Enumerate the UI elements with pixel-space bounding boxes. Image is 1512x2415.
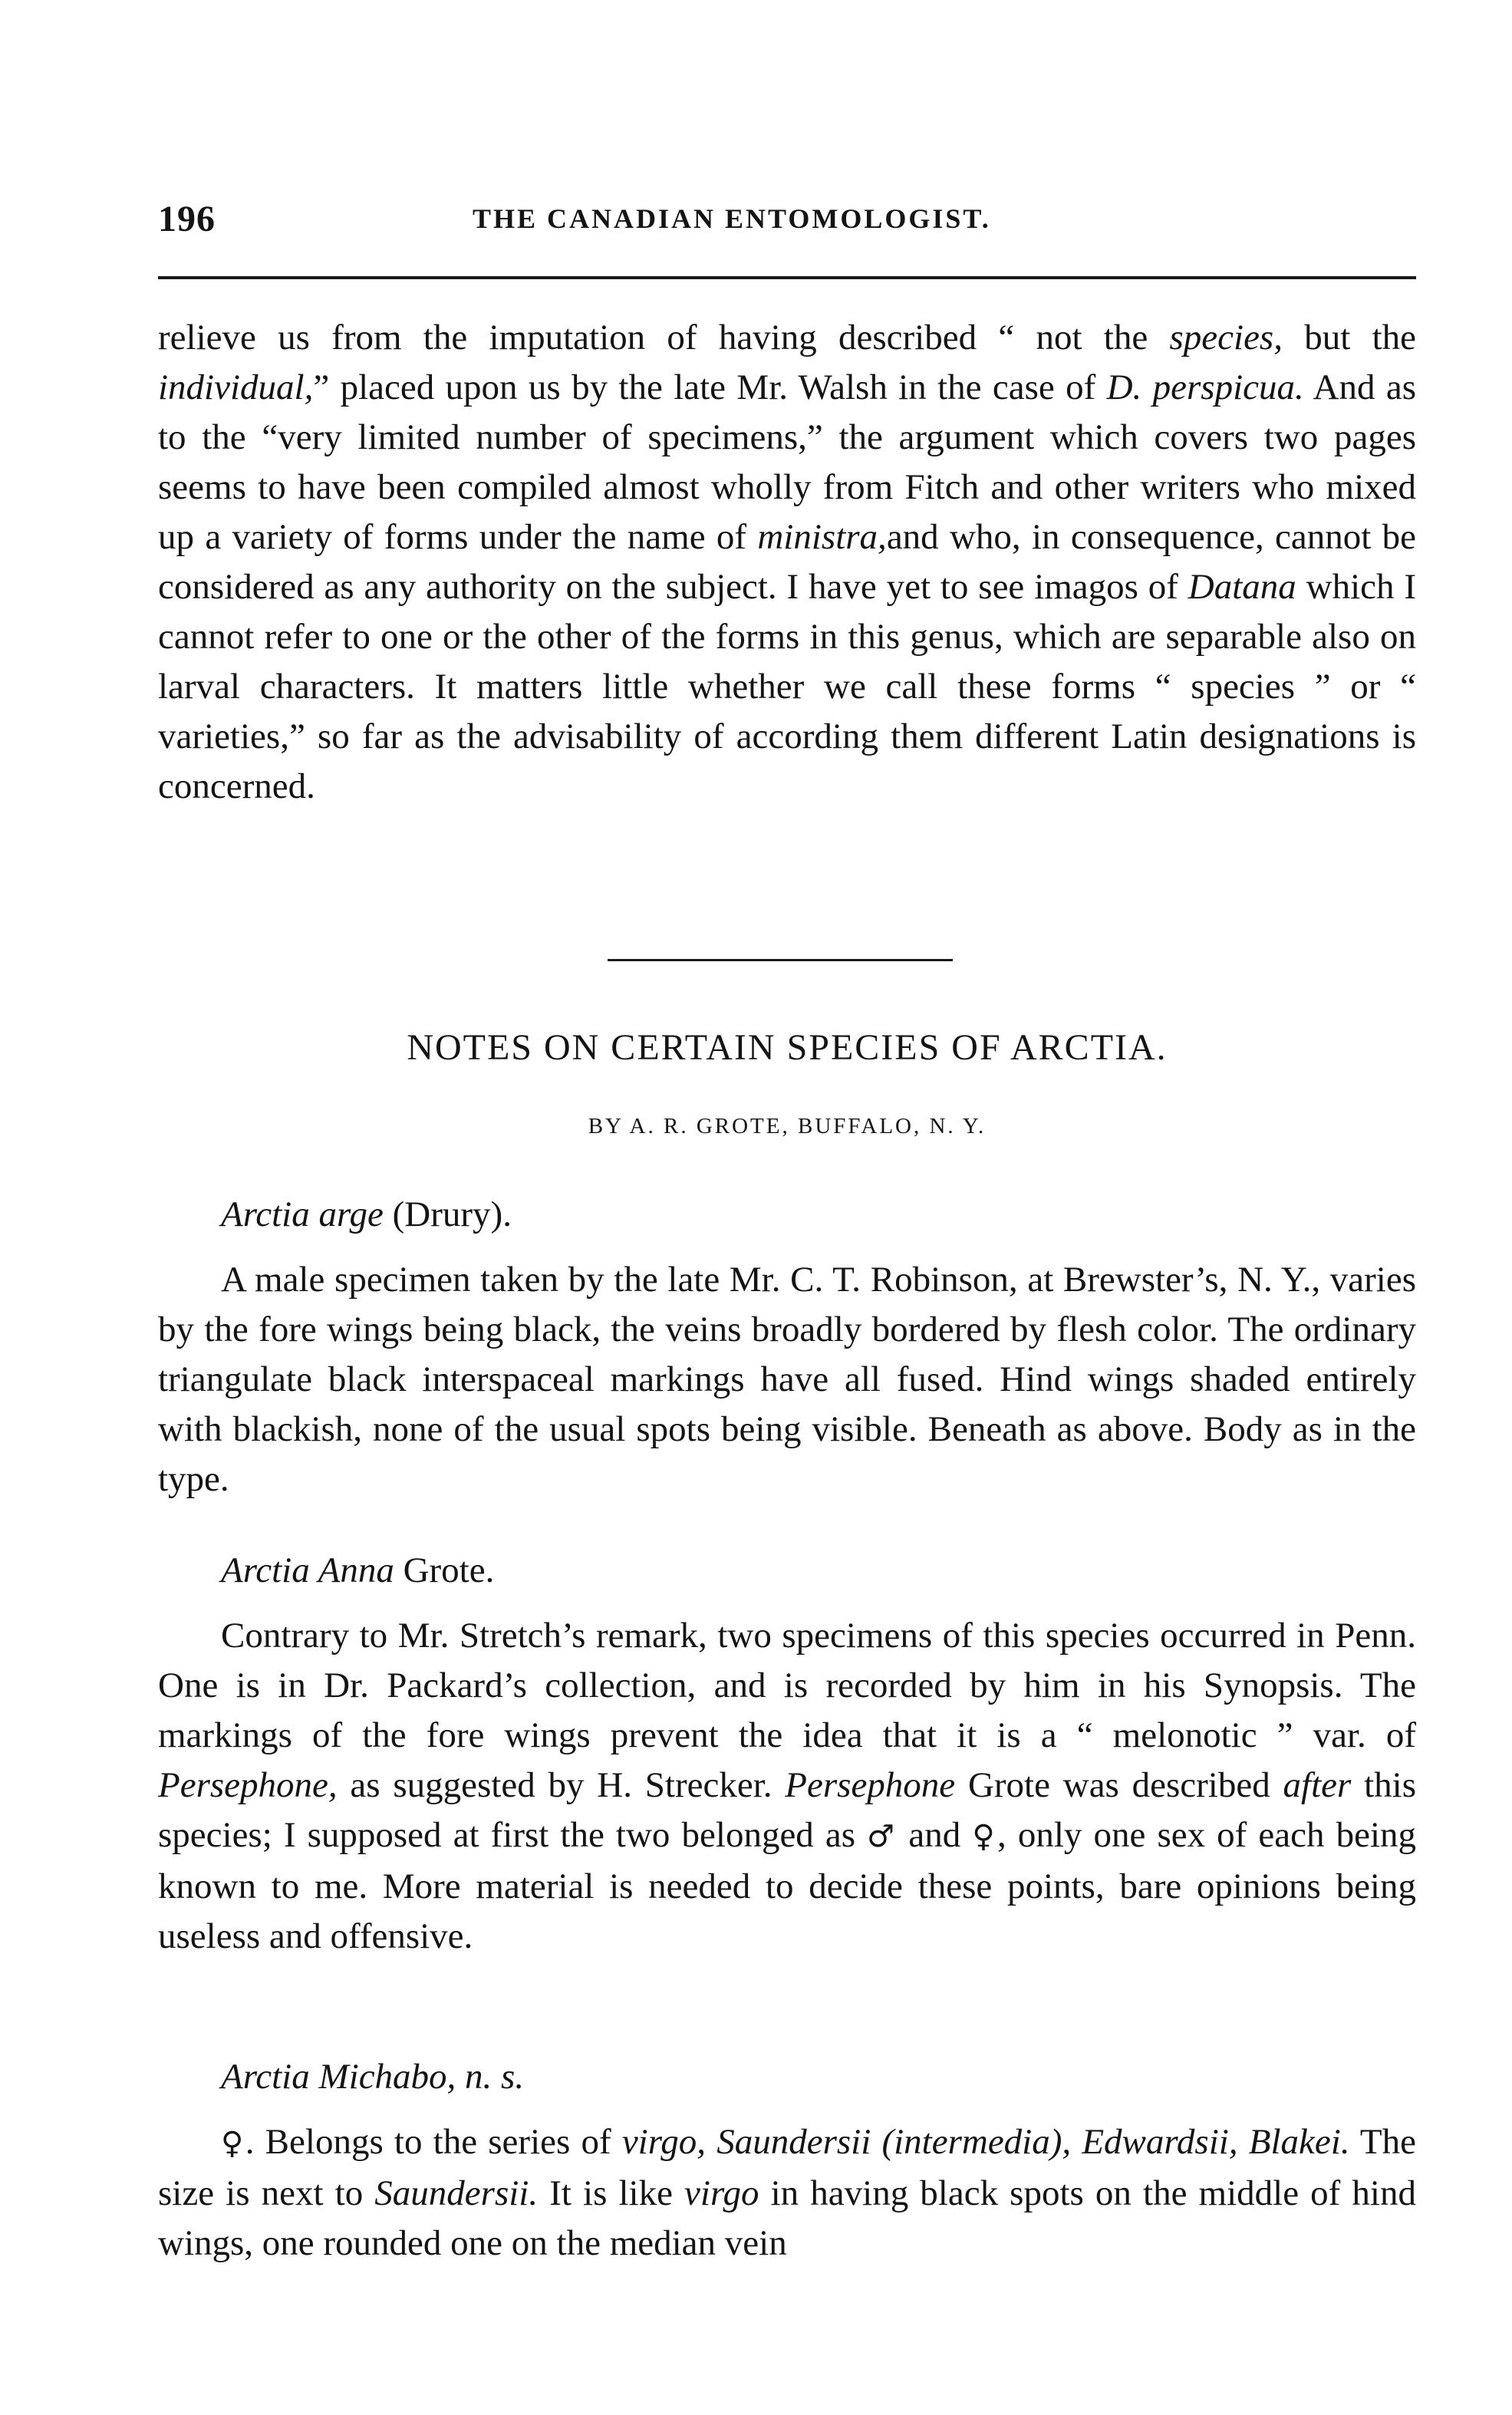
header-rule <box>158 276 1416 279</box>
text-run: as suggested by H. Strecker. <box>337 1765 786 1805</box>
paragraph-michabo <box>158 2117 1416 2268</box>
italic-run: virgo <box>684 2173 759 2213</box>
italic-run: individual, <box>158 367 314 407</box>
species-heading-arge <box>221 1194 512 1235</box>
female-symbol-icon: ♀ <box>221 2126 245 2161</box>
running-title: THE CANADIAN ENTOMOLOGIST. <box>473 203 991 234</box>
male-symbol-icon: ♂ <box>867 1819 898 1854</box>
italic-run: species, <box>1169 318 1283 357</box>
species-heading-anna <box>221 1550 494 1591</box>
paragraph-anna <box>158 1611 1416 1962</box>
text-run: and <box>897 1815 973 1855</box>
text-run: in having black spots on the middle of hind wings, one rounded one on the median vein <box>158 2173 1416 2263</box>
species-name: Arctia Michabo, n. s. <box>221 2057 525 2097</box>
italic-run: Persephone <box>785 1765 956 1805</box>
species-name: Arctia Anna <box>221 1550 394 1590</box>
page-number: 196 <box>158 199 216 239</box>
text-run: The size is next to <box>158 2122 1416 2213</box>
continuation-paragraph <box>158 313 1416 812</box>
italic-run: Persephone, <box>158 1765 338 1805</box>
species-name: Arctia arge <box>221 1194 384 1234</box>
text-run: , only one sex of each being known to me. More material is needed to decide these points, bare opinions being useless and offensive. <box>158 1815 1417 1956</box>
text-run: . Belongs to the series of <box>245 2122 622 2162</box>
italic-run: D. perspicua. <box>1106 367 1304 407</box>
italic-run: after <box>1283 1765 1352 1805</box>
italic-run: ministra, <box>757 517 887 557</box>
text-run: And as to the “very limited number of specimens,” the argument which covers two pages seems to have been compiled almost wholly from Fitch and other writers who mixed up a variety of forms under the name of <box>158 367 1416 557</box>
species-authority: Grote. <box>394 1550 495 1590</box>
text-run: this species; I supposed at first the two belonged as <box>158 1765 1416 1855</box>
text-run: but the <box>1282 318 1416 357</box>
text-run: Grote was described <box>955 1765 1283 1805</box>
section-divider <box>608 959 953 961</box>
article-byline: BY A. R. GROTE, BUFFALO, N. Y. <box>588 1114 987 1138</box>
female-symbol-icon: ♀ <box>972 1819 998 1854</box>
text-run: relieve us from the imputation of having described “ not the <box>158 318 1170 357</box>
article-title: NOTES ON CERTAIN SPECIES OF ARCTIA. <box>407 1027 1168 1068</box>
species-authority: (Drury). <box>383 1194 512 1234</box>
text-run: ” placed upon us by the late Mr. Walsh in the case of <box>313 367 1107 407</box>
text-run: which I cannot refer to one or the other of the forms in this genus, which are separable also on larval characters. It matters little whether we call these forms “ species ” or “ varieties,” so far as the advisability of according them different Latin designations is concerned. <box>158 567 1416 806</box>
species-heading-michabo <box>221 2056 524 2097</box>
text-run: and who, in consequence, cannot be considered as any authority on the subject. I have yet to see imagos of <box>158 517 1416 607</box>
text-run: Contrary to Mr. Stretch’s remark, two specimens of this species occurred in Penn. One is in Dr. Packard’s collection, and is recorded by him in his Synopsis. The markings of the fore wings prevent the idea that it is a “ melonotic ” var. of <box>158 1616 1416 1755</box>
italic-run: Saundersii. <box>374 2173 539 2213</box>
italic-run: virgo, Saundersii (intermedia), Edwardsii, Blakei. <box>621 2122 1350 2162</box>
paragraph-arge: A male specimen taken by the late Mr. C. T. Robinson, at Brewster’s, N. Y., varies by the fore wings being black, the veins broadly bordered by flesh color. The ordinary triangulate black interspaceal markings have all fused. Hind wings shaded entirely with blackish, none of the usual spots being visible. Beneath as above. Body as in the type. <box>158 1260 1416 1499</box>
italic-run: Datana <box>1188 567 1296 607</box>
text-run: It is like <box>538 2173 685 2213</box>
page-header <box>158 198 1416 252</box>
